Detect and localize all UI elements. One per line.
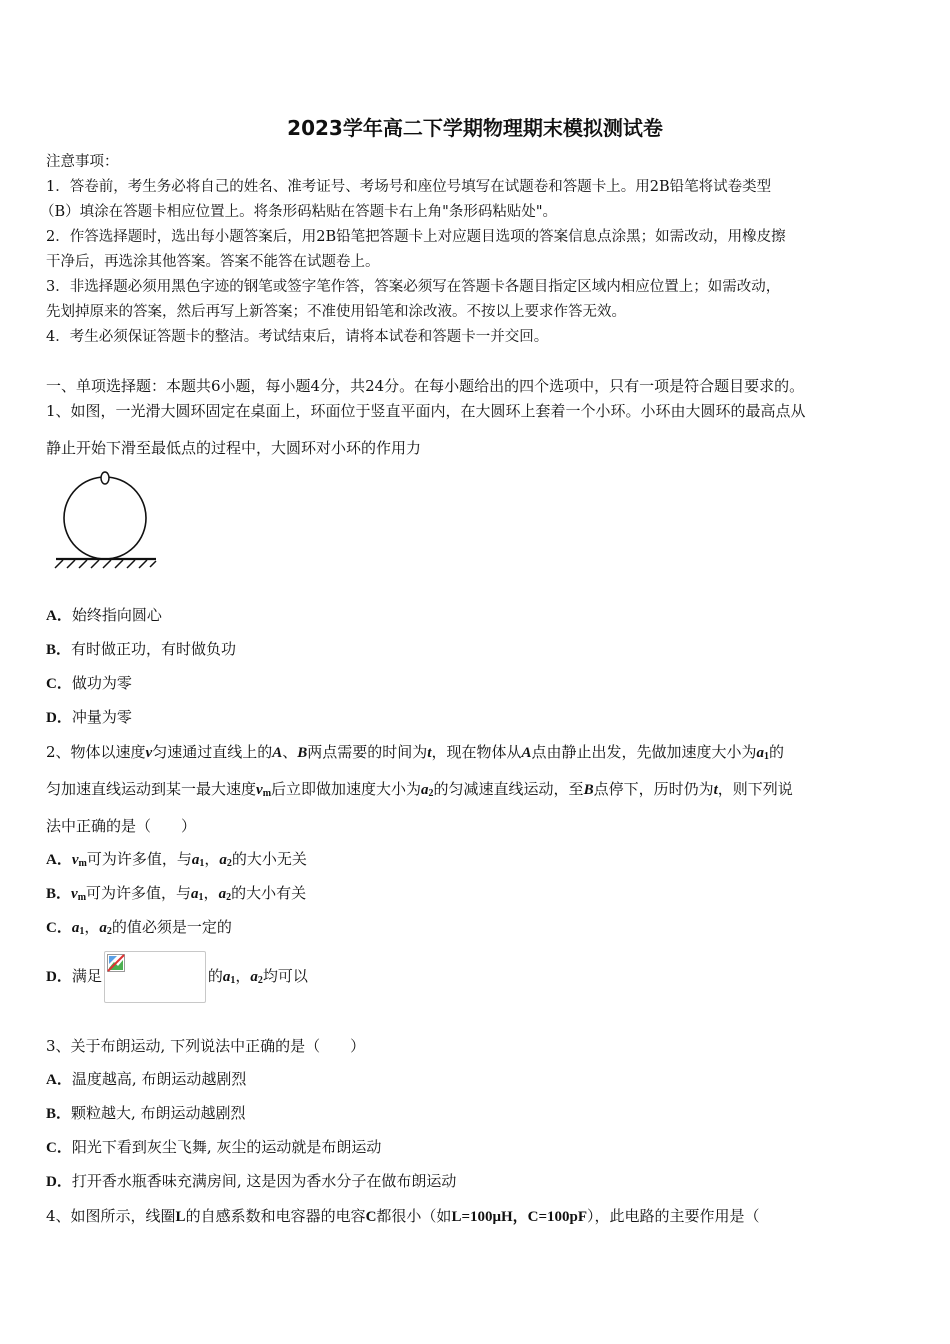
q3-option-b: B．颗粒越大, 布朗运动越剧烈 <box>46 1104 246 1122</box>
section-heading: 一、单项选择题：本题共6小题，每小题4分，共24分。在每小题给出的四个选项中，只有一项是符合题目要求的。 <box>46 377 805 395</box>
notice-heading: 注意事项： <box>46 154 119 170</box>
q1-stem-line2: 静止开始下滑至最低点的过程中，大圆环对小环的作用力 <box>46 439 422 457</box>
q4-stem: 4、如图所示，线圈L的自感系数和电容器的电容C都很小（如L=100μH，C=100pF），此电路的主要作用是（ <box>46 1207 760 1225</box>
q2-stem-line1: 2、物体以速度v匀速通过直线上的A、B两点需要的时间为t，现在物体从A点由静止出发，先做加速度大小为$a_1$的 <box>46 743 785 762</box>
q2-stem-line2: 匀加速直线运动到某一最大速度$v_m$后立即做加速度大小为$a_2$的匀减速直线运动，至B点停下，历时仍为t，则下列说 <box>46 780 793 799</box>
broken-image-icon <box>107 954 125 972</box>
q2-option-a: A．$v_m$可为许多值，与$a_1$，$a_2$的大小无关 <box>46 850 307 869</box>
table-hatching <box>55 560 156 568</box>
broken-image-placeholder <box>104 951 206 1003</box>
notice-line: 3．非选择题必须用黑色字迹的钢笔或签字笔作答，答案必须写在答题卡各题目指定区域内相应位置上；如需改动， <box>46 279 781 295</box>
page-title: 2023学年高二下学期物理期末模拟测试卷 <box>287 116 663 140</box>
q1-option-b: B．有时做正功，有时做负功 <box>46 640 237 658</box>
q2-option-d: D．满足 的$a_1$，$a_2$均可以 <box>46 950 308 1003</box>
small-ring <box>101 472 109 484</box>
notice-line: 1．答卷前，考生务必将自己的姓名、准考证号、考场号和座位号填写在试题卷和答题卡上。用2B铅笔将试卷类型 <box>46 179 772 195</box>
ring-on-table-figure <box>50 468 162 570</box>
notice-line: 干净后，再选涂其他答案。答案不能答在试题卷上。 <box>46 254 380 270</box>
notice-line: 先划掉原来的答案，然后再写上新答案；不准使用铅笔和涂改液。不按以上要求作答无效。 <box>46 304 626 320</box>
notice-line: 4．考生必须保证答题卡的整洁。考试结束后，请将本试卷和答题卡一并交回。 <box>46 329 549 345</box>
notice-line: 2．作答选择题时，选出每小题答案后，用2B铅笔把答题卡上对应题目选项的答案信息点涂黑；如需改动，用橡皮擦 <box>46 229 786 245</box>
q3-option-c: C．阳光下看到灰尘飞舞, 灰尘的运动就是布朗运动 <box>46 1138 382 1156</box>
q2-option-b: B．$v_m$可为许多值，与$a_1$，$a_2$的大小有关 <box>46 884 307 903</box>
q3-option-d: D．打开香水瓶香味充满房间, 这是因为香水分子在做布朗运动 <box>46 1172 457 1190</box>
q3-stem: 3、关于布朗运动, 下列说法中正确的是（ ） <box>46 1037 366 1055</box>
q1-option-c: C．做功为零 <box>46 674 132 692</box>
q3-option-a: A．温度越高, 布朗运动越剧烈 <box>46 1070 247 1088</box>
q1-option-d: D．冲量为零 <box>46 708 132 726</box>
notice-line: （B）填涂在答题卡相应位置上。将条形码粘贴在答题卡右上角"条形码粘贴处"。 <box>40 204 557 220</box>
q1-stem-line1: 1、如图，一光滑大圆环固定在桌面上，环面位于竖直平面内，在大圆环上套着一个小环。小环由大圆环的最高点从 <box>46 402 806 420</box>
q2-option-c: C．$a_1$，$a_2$的值必须是一定的 <box>46 918 232 937</box>
q2-stem-line3: 法中正确的是（ ） <box>46 817 197 835</box>
q1-option-a: A．始终指向圆心 <box>46 606 162 624</box>
large-ring <box>64 477 146 559</box>
